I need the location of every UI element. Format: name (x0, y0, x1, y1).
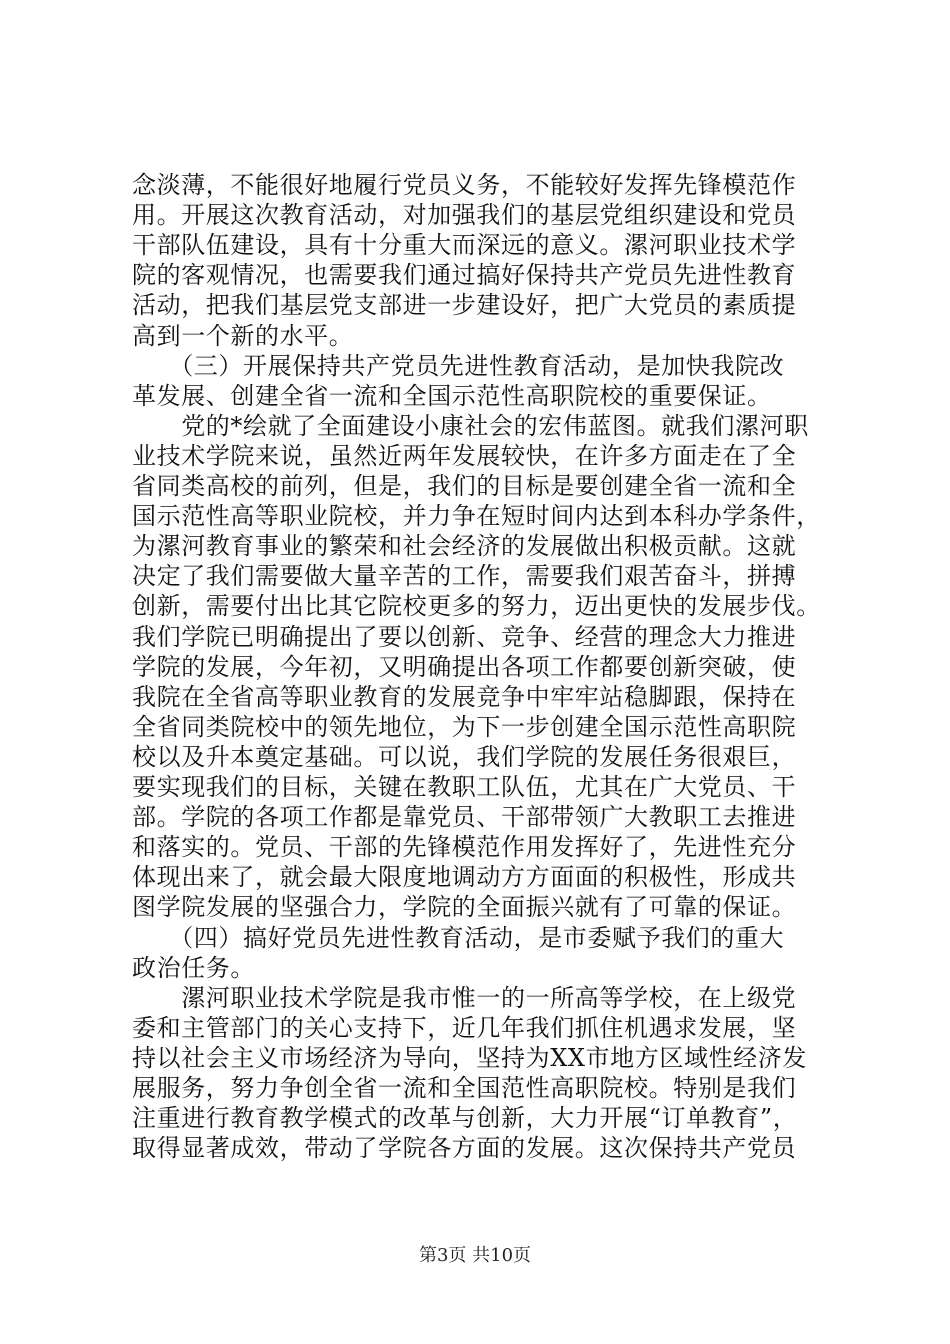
text-line: 委和主管部门的关心支持下，近几年我们抓住机遇求发展，坚 (132, 1013, 797, 1042)
text-line: 业技术学院来说，虽然近两年发展较快，在许多方面走在了全 (132, 441, 797, 470)
text-line: 和落实的。党员、干部的先锋模范作用发挥好了，先进性充分 (132, 833, 797, 862)
text-line: （三）开展保持共产党员先进性教育活动，是加快我院改 (132, 351, 785, 380)
text-line: 国示范性高等职业院校，并力争在短时间内达到本科办学条件， (132, 502, 821, 531)
text-line: 注重进行教育教学模式的改革与创新，大力开展“订单教育”， (132, 1104, 798, 1133)
text-line: 用。开展这次教育活动，对加强我们的基层党组织建设和党员 (132, 201, 797, 230)
text-line: 我院在全省高等职业教育的发展竞争中牢牢站稳脚跟，保持在 (132, 682, 797, 711)
text-line: 革发展、创建全省一流和全国示范性高职院校的重要保证。 (132, 381, 772, 410)
text-line: 校以及升本奠定基础。可以说，我们学院的发展任务很艰巨， (132, 742, 797, 771)
text-line: 体现出来了，就会最大限度地调动方方面面的积极性，形成共 (132, 863, 797, 892)
text-line: 创新，需要付出比其它院校更多的努力，迈出更快的发展步伐。 (132, 592, 821, 621)
text-line: 省同类高校的前列，但是，我们的目标是要创建全省一流和全 (132, 472, 797, 500)
text-line: 取得显著成效，带动了学院各方面的发展。这次保持共产党员 (132, 1134, 797, 1163)
text-line: 为漯河教育事业的繁荣和社会经济的发展做出积极贡献。这就 (132, 532, 797, 561)
text-line: 学院的发展，今年初，又明确提出各项工作都要创新突破，使 (132, 652, 797, 681)
text-line: 院的客观情况，也需要我们通过搞好保持共产党员先进性教育 (132, 261, 797, 290)
text-line: 决定了我们需要做大量辛苦的工作，需要我们艰苦奋斗，拼搏 (132, 562, 797, 591)
text-line: 漯河职业技术学院是我市惟一的一所高等学校，在上级党 (132, 983, 797, 1012)
text-line: 图学院发展的坚强合力，学院的全面振兴就有了可靠的保证。 (132, 893, 797, 922)
text-line: （四）搞好党员先进性教育活动，是市委赋予我们的重大 (132, 923, 785, 952)
text-line: 我们学院已明确提出了要以创新、竞争、经营的理念大力推进 (132, 622, 797, 651)
text-line: 全省同类院校中的领先地位，为下一步创建全国示范性高职院 (132, 712, 797, 741)
text-line: 政治任务。 (132, 953, 255, 982)
text-line: 党的*绘就了全面建设小康社会的宏伟蓝图。就我们漯河职 (132, 411, 809, 440)
text-line: 要实现我们的目标，关键在教职工队伍，尤其在广大党员、干 (132, 773, 797, 801)
page-footer: 第3页 共10页 (418, 1245, 532, 1266)
text-line: 持以社会主义市场经济为导向，坚持为XX市地方区域性经济发 (132, 1043, 807, 1072)
text-line: 念淡薄，不能很好地履行党员义务，不能较好发挥先锋模范作 (132, 171, 797, 199)
text-line: 干部队伍建设，具有十分重大而深远的意义。漯河职业技术学 (132, 231, 797, 260)
text-line: 展服务，努力争创全省一流和全国范性高职院校。特别是我们 (132, 1074, 797, 1102)
text-line: 部。学院的各项工作都是靠党员、干部带领广大教职工去推进 (132, 803, 797, 832)
text-line: 活动，把我们基层党支部进一步建设好，把广大党员的素质提 (132, 291, 797, 320)
text-line: 高到一个新的水平。 (132, 321, 354, 350)
